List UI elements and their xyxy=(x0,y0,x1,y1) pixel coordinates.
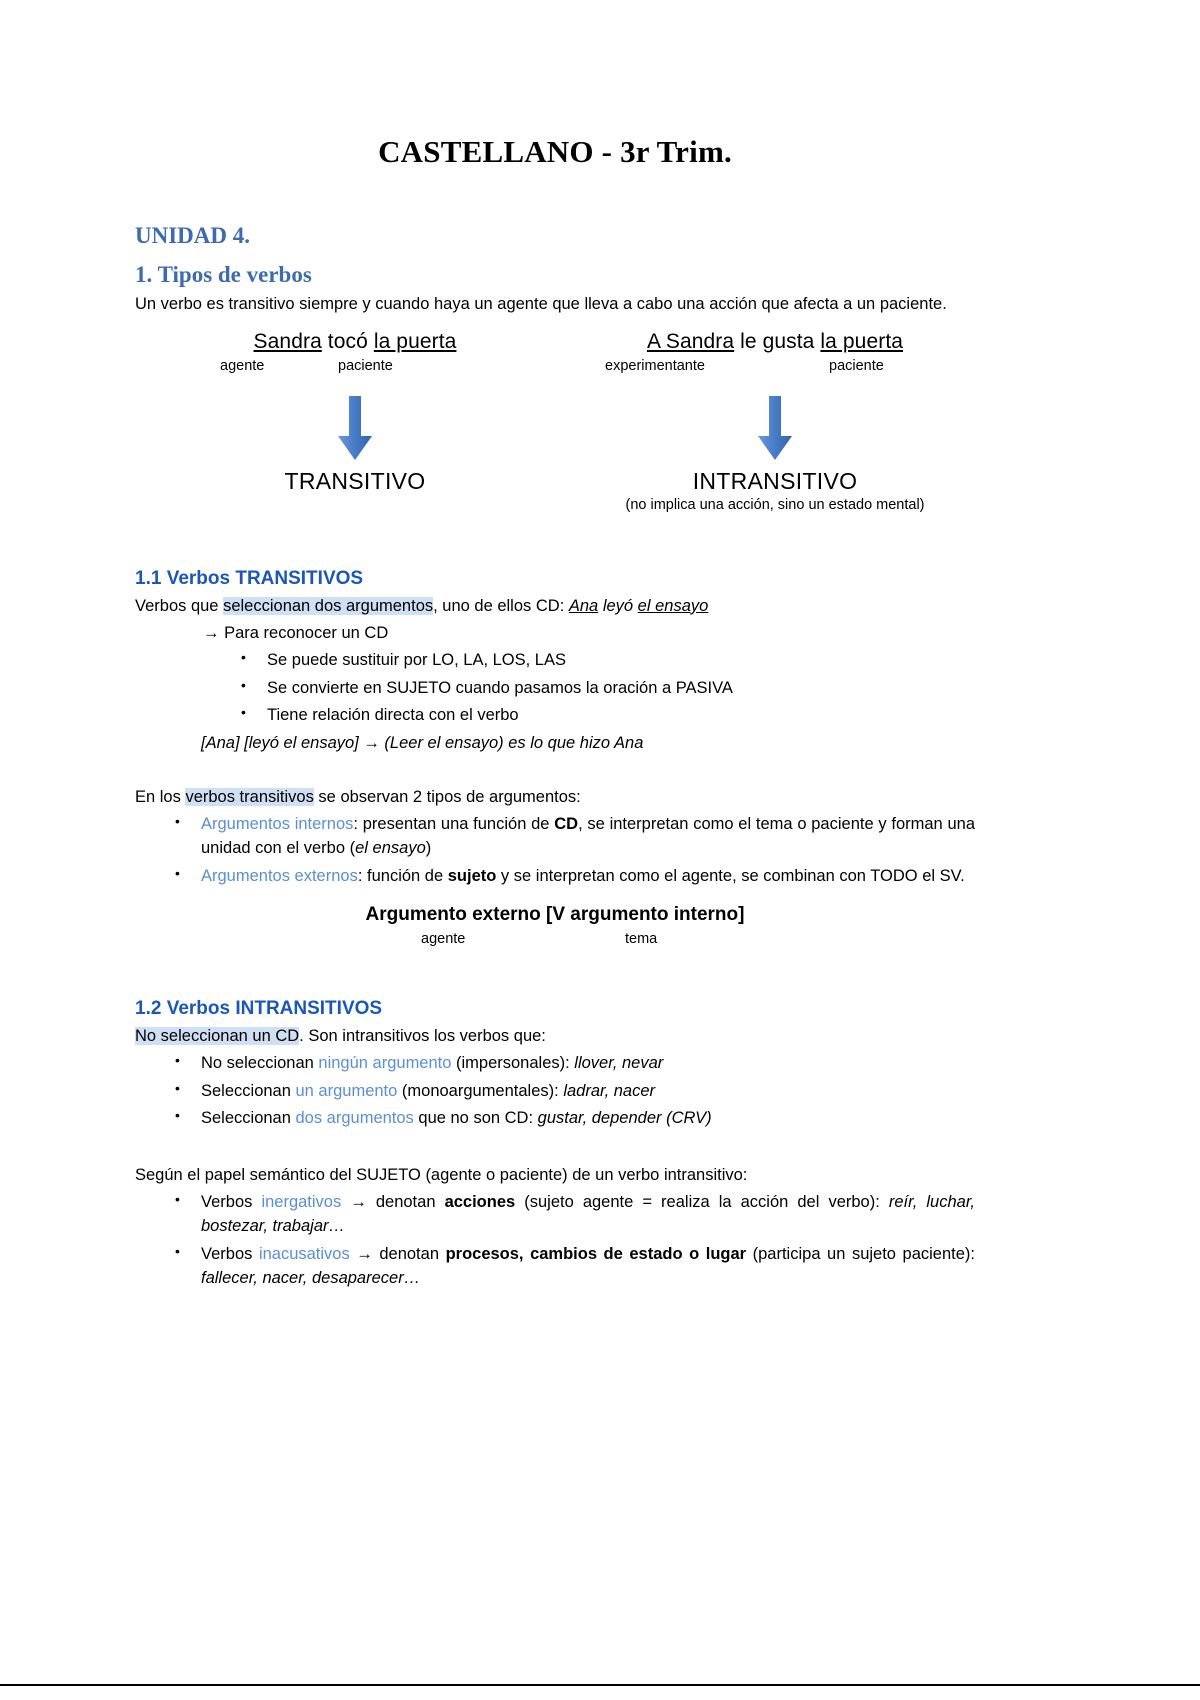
intr-italic-2: ladrar, nacer xyxy=(563,1081,656,1100)
recognise-cd-line: → Para reconocer un CD xyxy=(203,624,389,642)
list-item xyxy=(201,1242,975,1291)
lead-highlight: seleccionan dos argumentos xyxy=(223,596,434,615)
sem-italic-2: fallecer, nacer, desaparecer… xyxy=(201,1269,421,1288)
types-prefix: En los xyxy=(135,787,186,806)
example-sentence-intransitive xyxy=(575,330,975,354)
list-item: • Se convierte en SUJETO cuando pasamos la oración a PASIVA xyxy=(267,676,975,700)
intr-italic-3: gustar, depender (CRV) xyxy=(537,1109,712,1128)
intransitivos-lead-highlight: No seleccionan un CD xyxy=(135,1026,300,1045)
sem-italic-1: reír, luchar, bostezar, trabajar… xyxy=(201,1192,975,1236)
diagram-result-intransitive: INTRANSITIVO xyxy=(692,467,858,494)
intr-blue-1: ningún argumento xyxy=(318,1054,452,1073)
semantic-role-list xyxy=(135,1190,975,1291)
list-item: • Se puede sustituir por LO, LA, LOS, LAS xyxy=(267,648,975,672)
spacer xyxy=(135,953,975,997)
intr-text-2b: (monoargumentales): xyxy=(397,1081,564,1100)
lead-middle: , uno de ellos CD: xyxy=(433,596,569,615)
argument-term-externos: Argumentos externos xyxy=(201,866,358,885)
intransitivos-list xyxy=(135,1051,975,1130)
argument-bold-cd: CD xyxy=(554,815,579,834)
intr-text-1c: Seleccionan xyxy=(201,1109,296,1128)
formula-part2: argumento interno] xyxy=(565,904,745,926)
sem-text-3: (sujeto agente = realiza la acción del verbo): xyxy=(515,1192,889,1211)
diagram-note-intransitive: (no implica una acción, sino un estado mental) xyxy=(625,496,925,513)
formula-role-tema: tema xyxy=(625,931,658,948)
role-labels-transitive xyxy=(190,358,520,380)
transitivos-lead xyxy=(135,594,975,618)
sem-text-2: → denotan xyxy=(341,1192,445,1211)
role-label-experimentante: experimentante xyxy=(605,357,705,374)
sem-bold-procesos: procesos, cambios de estado o lugar xyxy=(445,1244,747,1263)
section-heading: 1. Tipos de verbos xyxy=(135,261,312,287)
sem-blue-inergativos: inergativos xyxy=(261,1192,342,1211)
sentence-subject: Sandra xyxy=(253,329,322,353)
footer-divider xyxy=(0,1684,1200,1686)
diagram-branch-intransitive xyxy=(575,330,975,513)
lead-example-object: el ensayo xyxy=(637,596,709,615)
transitivos-example-line: [Ana] [leyó el ensayo] → (Leer el ensayo) es lo que hizo Ana xyxy=(201,733,644,752)
argument-text-2: , se interpretan como el tema o paciente y forman una unidad con el verbo ( xyxy=(201,815,976,858)
list-item xyxy=(201,812,975,861)
sentence-verb-2: le gusta xyxy=(734,329,821,353)
document-content xyxy=(135,0,975,1291)
argument-structure-formula xyxy=(135,904,975,953)
formula-text xyxy=(135,904,975,926)
intr-blue-3: dos argumentos xyxy=(295,1109,414,1128)
diagram-branch-transitive xyxy=(190,330,520,495)
role-label-paciente-2: paciente xyxy=(829,357,884,374)
role-labels-intransitive xyxy=(575,358,975,380)
types-suffix: se observan 2 tipos de argumentos: xyxy=(313,787,581,806)
sem-blue-inacusativos: inacusativos xyxy=(258,1244,350,1263)
argument-types-lead xyxy=(135,785,975,809)
argument-term-internos: Argumentos internos xyxy=(201,815,354,834)
list-item xyxy=(201,1079,975,1103)
role-label-agente: agente xyxy=(220,357,265,374)
intr-text-1: No seleccionan xyxy=(201,1054,319,1073)
intr-text-2: (impersonales): xyxy=(451,1054,575,1073)
sem-bold-acciones: acciones xyxy=(444,1192,516,1211)
intro-paragraph: Un verbo es transitivo siempre y cuando haya un agente que lleva a cabo una acción que afecta a un paciente. xyxy=(135,294,947,313)
semantic-role-lead: Según el papel semántico del SUJETO (agente o paciente) de un verbo intransitivo: xyxy=(135,1165,748,1184)
intransitivos-lead-rest: . Son intransitivos los verbos que: xyxy=(299,1026,546,1045)
types-highlight: verbos transitivos xyxy=(185,787,314,806)
sentence-object-2: la puerta xyxy=(820,329,904,353)
list-item xyxy=(201,864,975,888)
argument-text-1: : presentan una función de xyxy=(353,815,555,834)
down-arrow-icon-left-wrap xyxy=(190,394,520,462)
intr-text-2c: que no son CD: xyxy=(413,1109,538,1128)
recognise-cd-list xyxy=(135,648,975,727)
lead-example-ana: Ana xyxy=(568,596,599,615)
sem-text-3b: (participa un sujeto paciente): xyxy=(746,1244,975,1263)
lead-example-verb: leyó xyxy=(598,596,638,615)
intr-blue-2: un argumento xyxy=(295,1081,398,1100)
sentence-verb: tocó xyxy=(321,329,374,353)
sentence-experiencer: A Sandra xyxy=(646,329,735,353)
example-sentence-transitive xyxy=(190,330,520,354)
intr-italic-1: llover, nevar xyxy=(574,1054,664,1073)
subsection-heading-intransitivos: 1.2 Verbos INTRANSITIVOS xyxy=(135,998,383,1020)
verb-types-diagram xyxy=(135,330,975,540)
argument-text-1b: : función de xyxy=(357,866,448,885)
down-arrow-icon xyxy=(335,394,375,462)
down-arrow-icon xyxy=(755,394,795,462)
list-item xyxy=(201,1190,975,1239)
formula-role-agente: agente xyxy=(421,931,466,948)
diagram-result-transitive: TRANSITIVO xyxy=(284,467,426,494)
lead-prefix: Verbos que xyxy=(135,596,224,615)
argument-text-2b: y se interpretan como el agente, se combinan con TODO el SV. xyxy=(496,866,965,885)
formula-role-labels xyxy=(135,931,975,953)
unit-heading: UNIDAD 4. xyxy=(135,223,250,248)
down-arrow-icon-right-wrap xyxy=(575,394,975,462)
role-label-paciente: paciente xyxy=(338,357,393,374)
sem-text-2b: → denotan xyxy=(349,1244,446,1263)
list-item: • Tiene relación directa con el verbo xyxy=(267,703,975,727)
argument-italic-ensayo: el ensayo xyxy=(355,839,426,858)
spacer xyxy=(135,753,975,783)
sentence-object: la puerta xyxy=(373,329,457,353)
argument-types-list xyxy=(135,812,975,888)
sem-text-1b: Verbos xyxy=(201,1244,259,1263)
argument-text-3: ) xyxy=(425,839,432,858)
spacer xyxy=(135,1131,975,1161)
intr-text-1b: Seleccionan xyxy=(201,1081,296,1100)
formula-part1: Argumento externo [V xyxy=(365,904,566,926)
subsection-heading-transitivos: 1.1 Verbos TRANSITIVOS xyxy=(135,567,364,589)
list-item xyxy=(201,1051,975,1075)
intransitivos-lead xyxy=(135,1024,975,1048)
list-item xyxy=(201,1106,975,1130)
page-title: CASTELLANO - 3r Trim. xyxy=(378,134,732,169)
argument-bold-sujeto: sujeto xyxy=(447,866,497,885)
sem-text-1: Verbos xyxy=(201,1192,262,1211)
